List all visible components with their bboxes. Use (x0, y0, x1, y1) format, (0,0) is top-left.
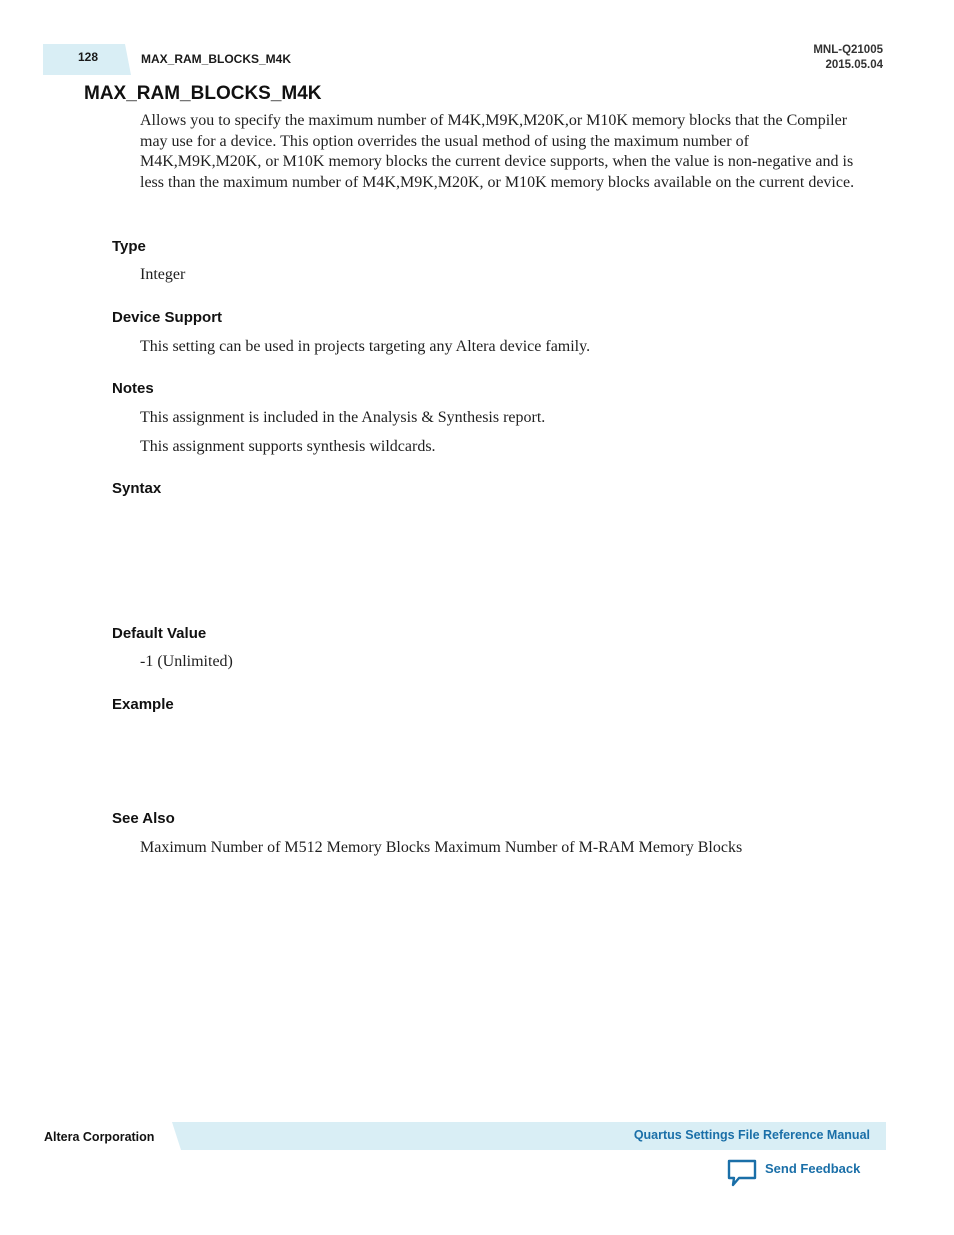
notes-heading: Notes (112, 380, 154, 397)
device-support-heading: Device Support (112, 309, 223, 326)
doc-info (813, 43, 883, 73)
page-title: MAX_RAM_BLOCKS_M4K (84, 83, 322, 104)
intro-paragraph: Allows you to specify the maximum number of M4K,M9K,M20K,or M10K memory blocks that the Compiler may use for a device. This option overrides the usual method of using the maximum number of M4K,M9K,M20K, or M10K memory blocks the current device supports, when the value is non-negative and is less than the maximum number of M4K,M9K,M20K, or M10K memory blocks available on the current device. (140, 112, 855, 191)
see-also-heading: See Also (112, 810, 175, 827)
footer-manual-title[interactable]: Quartus Settings File Reference Manual (633, 1128, 870, 1142)
doc-date: 2015.05.04 (825, 59, 883, 71)
example-heading: Example (112, 696, 174, 713)
device-support-text: This setting can be used in projects targeting any Altera device family. (140, 338, 591, 355)
doc-id: MNL-Q21005 (813, 44, 883, 56)
see-also-text[interactable]: Maximum Number of M512 Memory Blocks Maximum Number of M-RAM Memory Blocks (140, 839, 743, 856)
syntax-heading: Syntax (112, 480, 162, 497)
default-value-text: -1 (Unlimited) (140, 653, 233, 670)
running-title: MAX_RAM_BLOCKS_M4K (141, 52, 292, 66)
send-feedback-link[interactable]: Send Feedback (765, 1161, 861, 1176)
page-number: 128 (77, 50, 99, 64)
speech-bubble-icon[interactable] (726, 1158, 758, 1188)
footer-company: Altera Corporation (44, 1130, 155, 1144)
notes-line-2: This assignment supports synthesis wildcards. (140, 438, 436, 455)
type-heading: Type (112, 238, 146, 255)
type-value: Integer (140, 266, 186, 283)
default-value-heading: Default Value (112, 625, 207, 642)
notes-line-1: This assignment is included in the Analysis & Synthesis report. (140, 409, 546, 426)
